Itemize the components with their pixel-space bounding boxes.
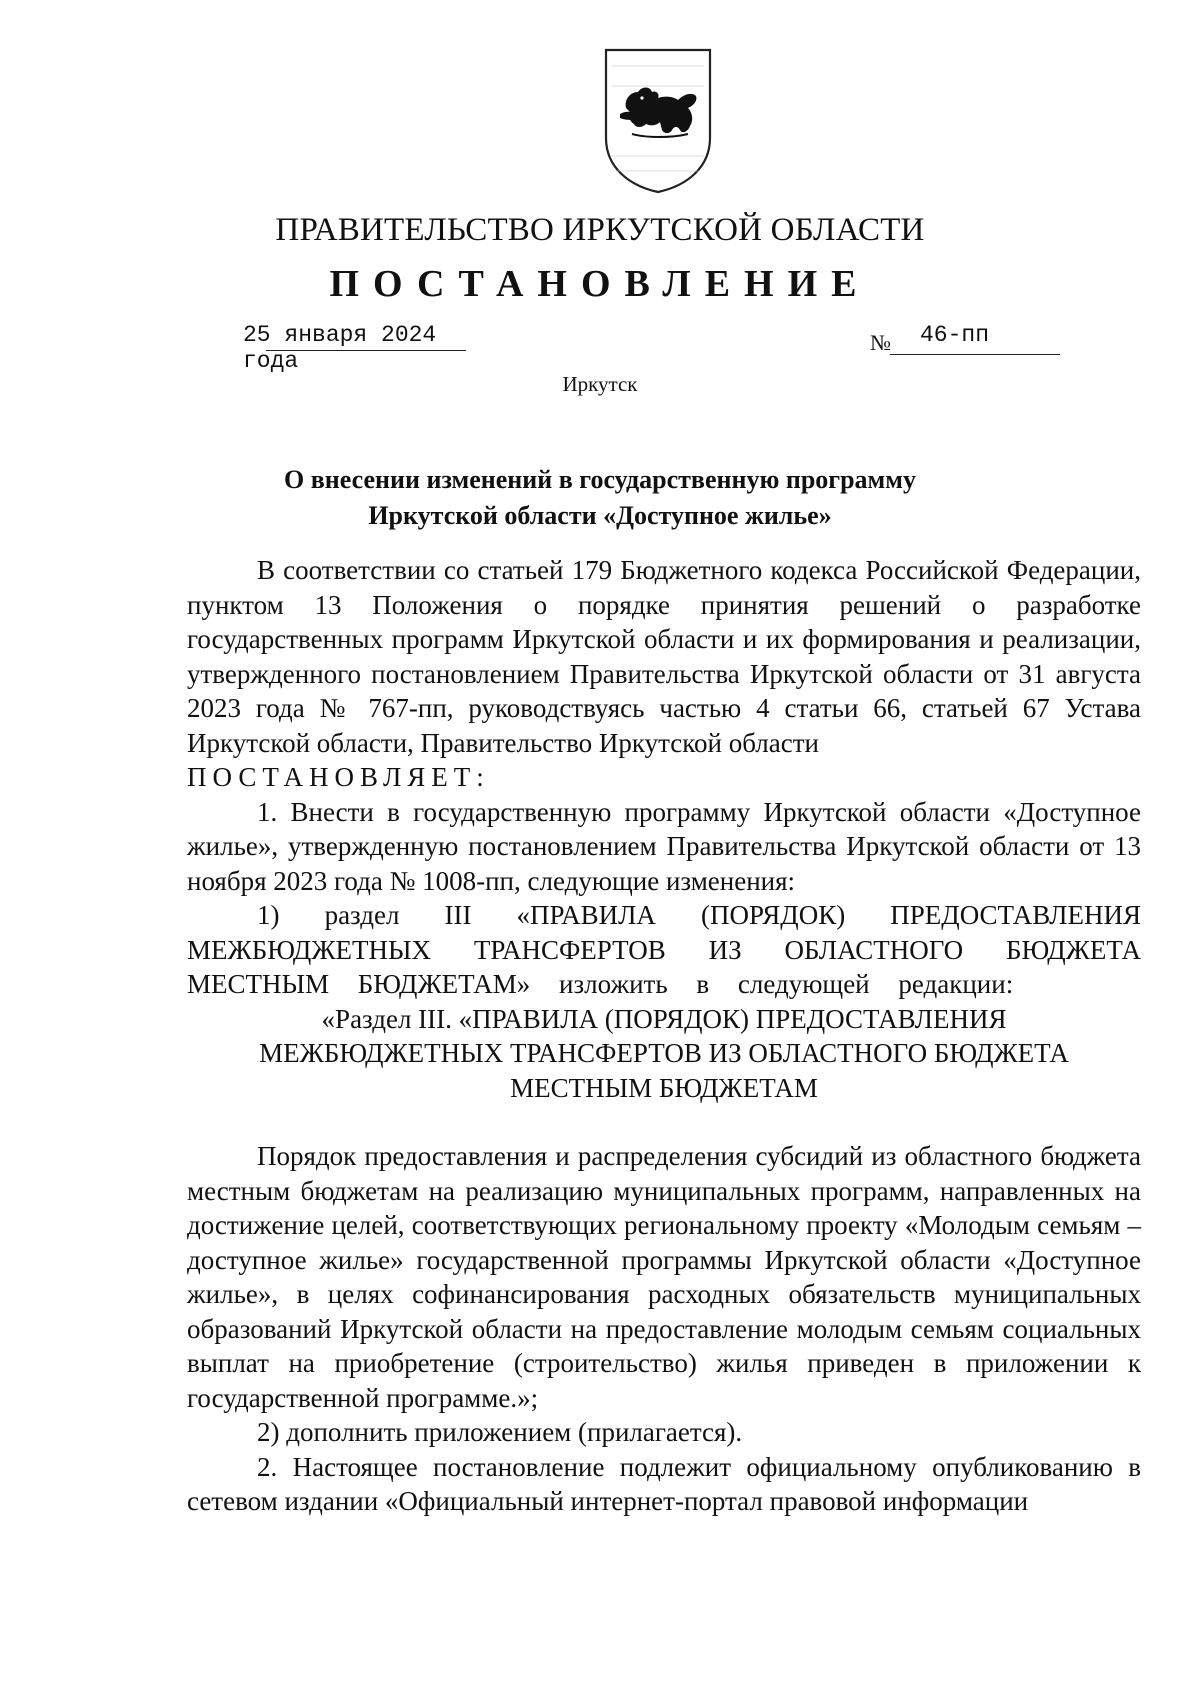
- item-1-paragraph: 1. Внести в государственную программу Иркутской области «Доступное жилье», утвержденную постановлением Правительства Иркутской области от 13 ноября 2023 года № 1008-пп, следующие изменения:: [187, 796, 1141, 896]
- item-2-paragraph: 2. Настоящее постановление подлежит официальному опубликованию в сетевом издании «Официальный интернет-портал правовой информации: [187, 1451, 1141, 1516]
- city-name: Иркутск: [562, 372, 638, 396]
- number-underline: [890, 354, 1060, 355]
- spacer: [187, 1105, 1141, 1139]
- coat-of-arms-icon: [602, 46, 714, 194]
- number-sign: №: [870, 330, 891, 355]
- section-title-line-1: «Раздел III. «ПРАВИЛА (ПОРЯДОК) ПРЕДОСТАВЛЕНИЯ: [321, 1003, 1007, 1034]
- resolves-word: ПОСТАНОВЛЯЕТ:: [187, 762, 490, 792]
- heading-line-2: Иркутской области «Доступное жилье»: [368, 501, 832, 530]
- document-date: 25 января 2024 года: [243, 322, 437, 374]
- item-1-2-paragraph: 2) дополнить приложением (прилагается).: [257, 1417, 743, 1447]
- document-heading: [0, 462, 1200, 534]
- item-1-1-paragraph: 1) раздел III «ПРАВИЛА (ПОРЯДОК) ПРЕДОСТАВЛЕНИЯ МЕЖБЮДЖЕТНЫХ ТРАНСФЕРТОВ ИЗ ОБЛАСТНОГО БЮДЖЕТА МЕСТНЫМ БЮДЖЕТАМ» изложить в следующей редакции:: [187, 900, 1141, 999]
- document-number: 46-пп: [920, 322, 990, 348]
- government-title: ПРАВИТЕЛЬСТВО ИРКУТСКОЙ ОБЛАСТИ: [275, 212, 925, 248]
- procedure-paragraph: Порядок предоставления и распределения субсидий из областного бюджета местным бюджетам на реализацию муниципальных программ, направленных на достижение целей, соответствующих региональному проекту «Молодым семьям – доступное жилье» государственной программы Иркутской области «Доступное жилье», в целях софинансирования расходных обязательств муниципальных образований Иркутской области на предоставление молодым семьям социальных выплат на приобретение (строительство) жилья приведен в приложении к государственной программе.»;: [187, 1141, 1141, 1413]
- preamble-paragraph: В соответствии со статьей 179 Бюджетного кодекса Российской Федерации, пунктом 13 Положения о порядке принятия решений о разработке государственных программ Иркутской области и их формирования и реализации, утвержденного постановлением Правительства Иркутской области от 31 августа 2023 года № 767-пп, руководствуясь частью 4 статьи 66, статьей 67 Устава Иркутской области, Правительство Иркутской области: [187, 555, 1141, 758]
- document-type: ПОСТАНОВЛЕНИЕ: [329, 263, 871, 305]
- date-underline: [266, 350, 466, 351]
- section-title-line-2: МЕЖБЮДЖЕТНЫХ ТРАНСФЕРТОВ ИЗ ОБЛАСТНОГО БЮДЖЕТА: [259, 1038, 1069, 1068]
- heading-line-1: О внесении изменений в государственную программу: [284, 465, 916, 494]
- document-body: [187, 553, 1141, 1519]
- section-title-line-3: МЕСТНЫМ БЮДЖЕТАМ: [510, 1072, 818, 1103]
